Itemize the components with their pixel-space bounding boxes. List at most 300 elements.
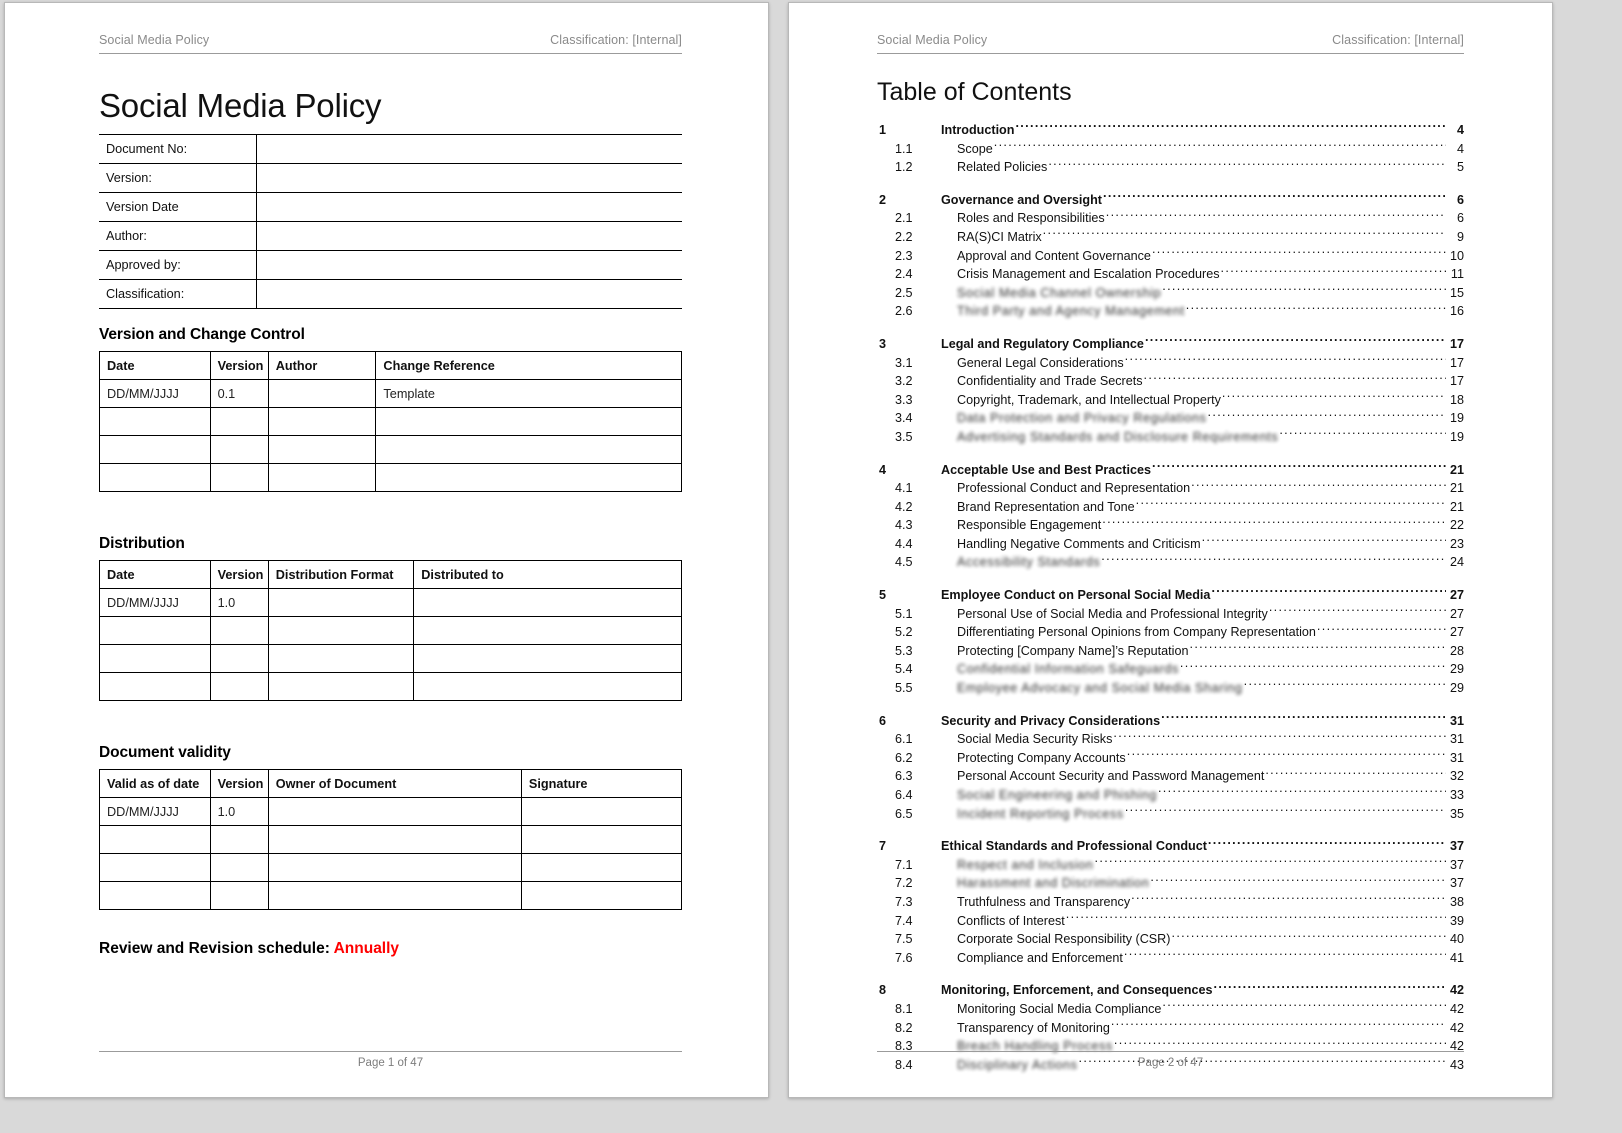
distribution-cell[interactable]: DD/MM/JJJJ	[100, 589, 211, 617]
toc-leader-dots	[1048, 158, 1446, 171]
distribution-cell[interactable]	[100, 617, 211, 645]
toc-entry[interactable]	[877, 874, 1464, 893]
toc-leader-dots	[1125, 354, 1446, 367]
version-control-column-header: Change Reference	[376, 352, 682, 380]
metadata-table-body	[99, 135, 682, 309]
toc-entry-number: 2.3	[895, 248, 913, 263]
toc-entry-page-number: 32	[1449, 769, 1464, 784]
toc-entry-number: 3.4	[895, 411, 913, 426]
toc-leader-dots	[1244, 679, 1446, 692]
toc-entry-number: 4.2	[895, 499, 913, 514]
toc-leader-dots	[1222, 391, 1446, 404]
toc-leader-dots	[1111, 1019, 1446, 1032]
metadata-value[interactable]	[257, 222, 683, 251]
header-document-title: Social Media Policy	[99, 33, 210, 47]
toc-leader-dots	[1152, 247, 1446, 260]
toc-entry-number: 4	[879, 462, 887, 477]
toc-leader-dots	[1186, 302, 1446, 315]
toc-entry-page-number: 27	[1449, 588, 1464, 603]
toc-entry[interactable]	[877, 498, 1464, 517]
toc-leader-dots	[1162, 1000, 1446, 1013]
version-control-heading: Version and Change Control	[99, 326, 305, 343]
metadata-value[interactable]	[257, 280, 683, 309]
document-validity-cell[interactable]	[210, 826, 268, 854]
toc-entry[interactable]	[877, 121, 1464, 140]
toc-entry-number: 8.2	[895, 1020, 913, 1035]
toc-entry-page-number: 10	[1449, 248, 1464, 263]
metadata-label: Classification:	[99, 280, 257, 309]
version-control-cell[interactable]	[268, 408, 376, 436]
page-footer: Page 1 of 47	[99, 1051, 682, 1069]
distribution-cell[interactable]	[268, 673, 414, 701]
document-validity-cell[interactable]: DD/MM/JJJJ	[100, 798, 211, 826]
toc-entry-page-number: 42	[1449, 1039, 1464, 1054]
toc-entry[interactable]	[877, 284, 1464, 303]
distribution-cell[interactable]	[268, 617, 414, 645]
document-page-2	[788, 2, 1553, 1098]
document-validity-header-row	[100, 770, 682, 798]
version-control-cell[interactable]	[210, 464, 268, 492]
toc-entry[interactable]	[877, 605, 1464, 624]
toc-entry[interactable]	[877, 158, 1464, 177]
toc-entry-label-redacted: Disciplinary Actions	[957, 1057, 1078, 1072]
version-control-cell[interactable]	[376, 408, 682, 436]
distribution-column-header: Distribution Format	[268, 561, 414, 589]
table-row	[100, 854, 682, 882]
toc-entry[interactable]	[877, 660, 1464, 679]
toc-entry-label: Personal Account Security and Password Management	[957, 769, 1265, 784]
distribution-head	[100, 561, 682, 589]
toc-entry-number: 2.2	[895, 229, 913, 244]
toc-entry-page-number: 17	[1449, 336, 1464, 351]
toc-entry-number: 5.5	[895, 681, 913, 696]
toc-entry[interactable]	[877, 535, 1464, 554]
document-validity-column-header: Owner of Document	[268, 770, 521, 798]
document-validity-cell[interactable]	[100, 854, 211, 882]
metadata-row	[99, 222, 682, 251]
toc-entry[interactable]	[877, 191, 1464, 210]
document-validity-cell[interactable]	[210, 854, 268, 882]
page-title: Social Media Policy	[99, 87, 382, 124]
version-control-table	[99, 351, 682, 492]
toc-entry-label: Ethical Standards and Professional Conduct	[941, 839, 1207, 854]
toc-leader-dots	[1043, 228, 1446, 241]
toc-entry-page-number: 4	[1456, 141, 1464, 156]
toc-entry-page-number: 4	[1456, 123, 1464, 137]
version-control-body	[100, 380, 682, 492]
version-control-cell[interactable]	[100, 408, 211, 436]
document-validity-column-header: Version	[210, 770, 268, 798]
toc-entry-label: Governance and Oversight	[941, 192, 1102, 207]
spacer	[99, 492, 682, 518]
toc-entry-number: 5.1	[895, 606, 913, 621]
metadata-row	[99, 193, 682, 222]
toc-leader-dots	[1144, 372, 1446, 385]
toc-entry-label: Differentiating Personal Opinions from Company Representation	[957, 625, 1316, 640]
toc-entry-number: 2.4	[895, 267, 913, 282]
table-row	[100, 673, 682, 701]
toc-leader-dots	[1317, 623, 1446, 636]
toc-entry-page-number: 39	[1449, 913, 1464, 928]
toc-entry-label: Professional Conduct and Representation	[957, 481, 1191, 496]
toc-entry[interactable]	[877, 209, 1464, 228]
distribution-cell[interactable]	[100, 645, 211, 673]
toc-entry-label: Compliance and Enforcement	[957, 950, 1123, 965]
document-validity-cell[interactable]	[521, 854, 681, 882]
toc-entry[interactable]	[877, 247, 1464, 266]
toc-entry[interactable]	[877, 749, 1464, 768]
toc-entry-label-redacted: Employee Advocacy and Social Media Sharing	[957, 681, 1243, 696]
spacer	[99, 701, 682, 727]
toc-entry-number: 8	[879, 983, 887, 998]
toc-leader-dots	[1131, 893, 1446, 906]
toc-leader-dots	[1162, 284, 1446, 297]
table-row	[100, 617, 682, 645]
toc-entry-label-redacted: Confidential Information Safeguards	[957, 662, 1179, 677]
toc-entry-page-number: 6	[1456, 211, 1464, 226]
toc-entry-label: Legal and Regulatory Compliance	[941, 336, 1144, 351]
toc-entry[interactable]	[877, 712, 1464, 731]
version-control-cell[interactable]	[210, 436, 268, 464]
version-control-cell[interactable]: Template	[376, 380, 682, 408]
toc-entry-page-number: 42	[1449, 983, 1464, 998]
toc-entry-label: Confidentiality and Trade Secrets	[957, 374, 1143, 389]
toc-entry-page-number: 29	[1449, 662, 1464, 677]
toc-entry-page-number: 23	[1449, 536, 1464, 551]
version-control-cell[interactable]	[376, 436, 682, 464]
toc-entry-page-number: 31	[1449, 750, 1464, 765]
header-classification: Classification: [Internal]	[1332, 33, 1464, 47]
document-validity-cell[interactable]	[100, 826, 211, 854]
metadata-label: Version:	[99, 164, 257, 193]
toc-entry-label: Conflicts of Interest	[957, 913, 1065, 928]
header-classification: Classification: [Internal]	[550, 33, 682, 47]
toc-entry-number: 1.2	[895, 160, 913, 175]
toc-entry-number: 2.1	[895, 211, 913, 226]
toc-entry-label: Introduction	[941, 123, 1015, 137]
version-control-cell[interactable]	[210, 408, 268, 436]
toc-entry-label: Related Policies	[957, 160, 1048, 175]
toc-entry-page-number: 19	[1449, 411, 1464, 426]
document-validity-cell[interactable]	[521, 798, 681, 826]
toc-entry[interactable]	[877, 837, 1464, 856]
toc-leader-dots	[1158, 786, 1446, 799]
metadata-row	[99, 251, 682, 280]
toc-entry-label-redacted: Harassment and Discrimination	[957, 876, 1150, 891]
version-control-cell[interactable]: DD/MM/JJJJ	[100, 380, 211, 408]
toc-entry-label: Protecting [Company Name]’s Reputation	[957, 643, 1189, 658]
toc-entry-number: 3.1	[895, 355, 913, 370]
toc-leader-dots	[1161, 712, 1446, 725]
distribution-cell[interactable]	[210, 673, 268, 701]
toc-entry[interactable]	[877, 372, 1464, 391]
toc-group	[877, 712, 1464, 824]
distribution-cell[interactable]	[268, 645, 414, 673]
toc-group	[877, 335, 1464, 447]
distribution-cell[interactable]	[268, 589, 414, 617]
toc-entry[interactable]	[877, 140, 1464, 159]
distribution-cell[interactable]: 1.0	[210, 589, 268, 617]
toc-entry-number: 5	[879, 588, 887, 603]
toc-entry[interactable]	[877, 461, 1464, 480]
toc-entry[interactable]	[877, 354, 1464, 373]
toc-group	[877, 461, 1464, 573]
toc-leader-dots	[1150, 874, 1446, 887]
toc-entry[interactable]	[877, 912, 1464, 931]
toc-entry-page-number: 17	[1449, 355, 1464, 370]
toc-entry-page-number: 37	[1449, 857, 1464, 872]
toc-entry-label-redacted: Social Media Channel Ownership	[957, 285, 1162, 300]
toc-entry[interactable]	[877, 893, 1464, 912]
toc-leader-dots	[1265, 767, 1446, 780]
toc-entry-number: 2.5	[895, 285, 913, 300]
toc-entry-label-redacted: Breach Handling Process	[957, 1039, 1113, 1054]
toc-entry[interactable]	[877, 1019, 1464, 1038]
header-document-title: Social Media Policy	[877, 33, 988, 47]
toc-entry-page-number: 15	[1449, 285, 1464, 300]
toc-entry-page-number: 33	[1449, 788, 1464, 802]
review-schedule	[99, 940, 682, 958]
distribution-cell[interactable]	[414, 589, 682, 617]
toc-entry-number: 5.4	[895, 662, 913, 677]
toc-entry[interactable]	[877, 949, 1464, 968]
version-control-cell[interactable]	[100, 464, 211, 492]
toc-entry[interactable]	[877, 1000, 1464, 1019]
version-control-cell[interactable]	[268, 436, 376, 464]
toc-entry-page-number: 22	[1449, 518, 1464, 533]
toc-group	[877, 586, 1464, 698]
document-validity-cell[interactable]	[268, 798, 521, 826]
toc-leader-dots	[1124, 949, 1446, 962]
toc-leader-dots	[1145, 335, 1446, 348]
distribution-column-header: Date	[100, 561, 211, 589]
toc-entry[interactable]	[877, 730, 1464, 749]
validity-head	[100, 770, 682, 798]
toc-entry[interactable]	[877, 805, 1464, 824]
toc-entry-number: 7	[879, 839, 887, 854]
toc-entry-number: 4.4	[895, 536, 913, 551]
toc-entry-label-redacted: Respect and Inclusion	[957, 857, 1094, 872]
toc-entry-page-number: 21	[1449, 499, 1464, 514]
toc-leader-dots	[1113, 730, 1446, 743]
document-validity-table	[99, 769, 682, 910]
toc-leader-dots	[1269, 605, 1446, 618]
document-validity-cell[interactable]	[268, 826, 521, 854]
toc-entry-label: Copyright, Trademark, and Intellectual Property	[957, 392, 1221, 407]
toc-entry[interactable]	[877, 623, 1464, 642]
toc-entry-label-redacted: Data Protection and Privacy Regulations	[957, 411, 1207, 426]
toc-entry-page-number: 28	[1449, 643, 1464, 658]
validity-body	[100, 798, 682, 910]
distribution-cell[interactable]	[210, 645, 268, 673]
toc-entry-number: 6.3	[895, 769, 913, 784]
table-row	[100, 436, 682, 464]
toc-entry-number: 3.3	[895, 392, 913, 407]
toc-entry-number: 8.1	[895, 1001, 913, 1016]
toc-entry[interactable]	[877, 228, 1464, 247]
version-control-cell[interactable]	[100, 436, 211, 464]
toc-leader-dots	[1015, 121, 1446, 134]
toc-entry[interactable]	[877, 516, 1464, 535]
version-control-cell[interactable]	[268, 380, 376, 408]
toc-group	[877, 121, 1464, 177]
toc-entry-label: Approval and Content Governance	[957, 248, 1151, 263]
toc-entry-page-number: 27	[1449, 606, 1464, 621]
toc-entry-label: General Legal Considerations	[957, 355, 1124, 370]
table-row	[100, 408, 682, 436]
toc-entry[interactable]	[877, 479, 1464, 498]
toc-entry-page-number: 37	[1449, 839, 1464, 854]
version-control-column-header: Author	[268, 352, 376, 380]
validity-heading: Document validity	[99, 744, 231, 761]
page-header	[877, 33, 1464, 54]
toc-entry[interactable]	[877, 642, 1464, 661]
distribution-body	[100, 589, 682, 701]
review-schedule-value: Annually	[333, 940, 400, 957]
toc-entry[interactable]	[877, 265, 1464, 284]
table-row	[100, 589, 682, 617]
toc-entry-page-number: 18	[1449, 392, 1464, 407]
toc-entry-number: 4.3	[895, 518, 913, 533]
version-control-header-row	[100, 352, 682, 380]
toc-entry-number: 5.3	[895, 643, 913, 658]
toc-entry[interactable]	[877, 930, 1464, 949]
page-header	[99, 33, 682, 54]
toc-leader-dots	[1180, 660, 1446, 673]
toc-entry[interactable]	[877, 553, 1464, 572]
toc-entry-label-redacted: Accessibility Standards	[957, 555, 1101, 570]
toc-entry[interactable]	[877, 981, 1464, 1000]
document-validity-cell[interactable]	[521, 882, 681, 910]
toc-leader-dots	[1102, 516, 1446, 529]
toc-leader-dots	[1202, 535, 1446, 548]
toc-entry[interactable]	[877, 302, 1464, 321]
toc-entry-page-number: 43	[1449, 1057, 1464, 1072]
toc-leader-dots	[1208, 837, 1446, 850]
toc-entry-page-number: 29	[1449, 681, 1464, 696]
toc-entry-number: 6.5	[895, 806, 913, 821]
toc-entry-page-number: 16	[1449, 304, 1464, 319]
document-validity-cell[interactable]	[268, 854, 521, 882]
toc-leader-dots	[994, 140, 1446, 153]
table-row	[100, 826, 682, 854]
toc-title: Table of Contents	[877, 78, 1072, 106]
toc-entry-label-redacted: Social Engineering and Phishing	[957, 788, 1157, 802]
toc-entry-label: Crisis Management and Escalation Procedures	[957, 267, 1220, 282]
toc-entry-label: Employee Conduct on Personal Social Media	[941, 588, 1211, 603]
metadata-label: Approved by:	[99, 251, 257, 280]
toc-entry-label: Handling Negative Comments and Criticism	[957, 536, 1201, 551]
toc-entry[interactable]	[877, 856, 1464, 875]
toc-leader-dots	[1279, 428, 1446, 441]
toc-entry[interactable]	[877, 679, 1464, 698]
toc-entry-label: Monitoring Social Media Compliance	[957, 1001, 1162, 1016]
document-validity-column-header: Signature	[521, 770, 681, 798]
toc-entry-label: Acceptable Use and Best Practices	[941, 462, 1151, 477]
toc-entry-number: 1.1	[895, 141, 913, 156]
table-row	[100, 380, 682, 408]
distribution-cell[interactable]	[210, 617, 268, 645]
toc-entry-label: Monitoring, Enforcement, and Consequences	[941, 983, 1213, 998]
toc-entry[interactable]	[877, 428, 1464, 447]
metadata-row	[99, 135, 682, 164]
toc-entry-page-number: 21	[1449, 481, 1464, 496]
toc-entry[interactable]	[877, 786, 1464, 805]
metadata-value[interactable]	[257, 251, 683, 280]
toc-entry-number: 2.6	[895, 304, 913, 319]
metadata-value[interactable]	[257, 164, 683, 193]
toc-entry[interactable]	[877, 335, 1464, 354]
toc-leader-dots	[1211, 586, 1446, 599]
document-validity-cell[interactable]	[100, 882, 211, 910]
table-row	[100, 645, 682, 673]
metadata-row	[99, 280, 682, 309]
toc-entry-number: 5.2	[895, 625, 913, 640]
table-row	[100, 798, 682, 826]
toc-leader-dots	[1095, 856, 1446, 869]
toc-entry[interactable]	[877, 767, 1464, 786]
distribution-cell[interactable]	[414, 617, 682, 645]
toc-entry-number: 7.4	[895, 913, 913, 928]
document-metadata-table	[99, 134, 682, 309]
toc-entry-page-number: 31	[1449, 732, 1464, 747]
distribution-cell[interactable]	[414, 645, 682, 673]
version-control-column-header: Date	[100, 352, 211, 380]
toc-entry-number: 6.4	[895, 788, 913, 802]
toc-leader-dots	[1171, 930, 1446, 943]
page-footer: Page 2 of 47	[877, 1051, 1464, 1069]
toc-leader-dots	[1214, 981, 1447, 994]
metadata-value[interactable]	[257, 135, 683, 164]
toc-entry-page-number: 27	[1449, 625, 1464, 640]
document-validity-cell[interactable]	[521, 826, 681, 854]
document-validity-cell[interactable]	[210, 882, 268, 910]
toc-entry-number: 7.3	[895, 894, 913, 909]
toc-leader-dots	[1208, 409, 1446, 422]
toc-leader-dots	[1189, 642, 1446, 655]
document-validity-cell[interactable]: 1.0	[210, 798, 268, 826]
document-validity-cell[interactable]	[268, 882, 521, 910]
toc-entry[interactable]	[877, 391, 1464, 410]
toc-entry-number: 7.1	[895, 857, 913, 872]
metadata-row	[99, 164, 682, 193]
toc-entry-label: Security and Privacy Considerations	[941, 713, 1161, 728]
distribution-table	[99, 560, 682, 701]
distribution-cell[interactable]	[100, 673, 211, 701]
toc-entry-number: 4.1	[895, 481, 913, 496]
toc-entry-label-redacted: Incident Reporting Process	[957, 806, 1124, 821]
distribution-cell[interactable]	[414, 673, 682, 701]
metadata-value[interactable]	[257, 193, 683, 222]
toc-entry-label: Personal Use of Social Media and Professional Integrity	[957, 606, 1268, 621]
toc-entry-page-number: 11	[1450, 267, 1464, 282]
version-control-cell[interactable]: 0.1	[210, 380, 268, 408]
toc-entry-number: 7.5	[895, 932, 913, 947]
version-control-cell[interactable]	[376, 464, 682, 492]
toc-entry-number: 4.5	[895, 555, 913, 570]
distribution-header-row	[100, 561, 682, 589]
toc-entry[interactable]	[877, 586, 1464, 605]
toc-entry-page-number: 37	[1449, 876, 1464, 891]
document-validity-column-header: Valid as of date	[100, 770, 211, 798]
toc-entry[interactable]	[877, 409, 1464, 428]
toc-entry-number: 8.3	[895, 1039, 913, 1054]
toc-entry-label: Roles and Responsibilities	[957, 211, 1105, 226]
toc-entry-label: Protecting Company Accounts	[957, 750, 1126, 765]
toc-entry-number: 7.6	[895, 950, 913, 965]
toc-entry-label: Social Media Security Risks	[957, 732, 1113, 747]
version-control-cell[interactable]	[268, 464, 376, 492]
